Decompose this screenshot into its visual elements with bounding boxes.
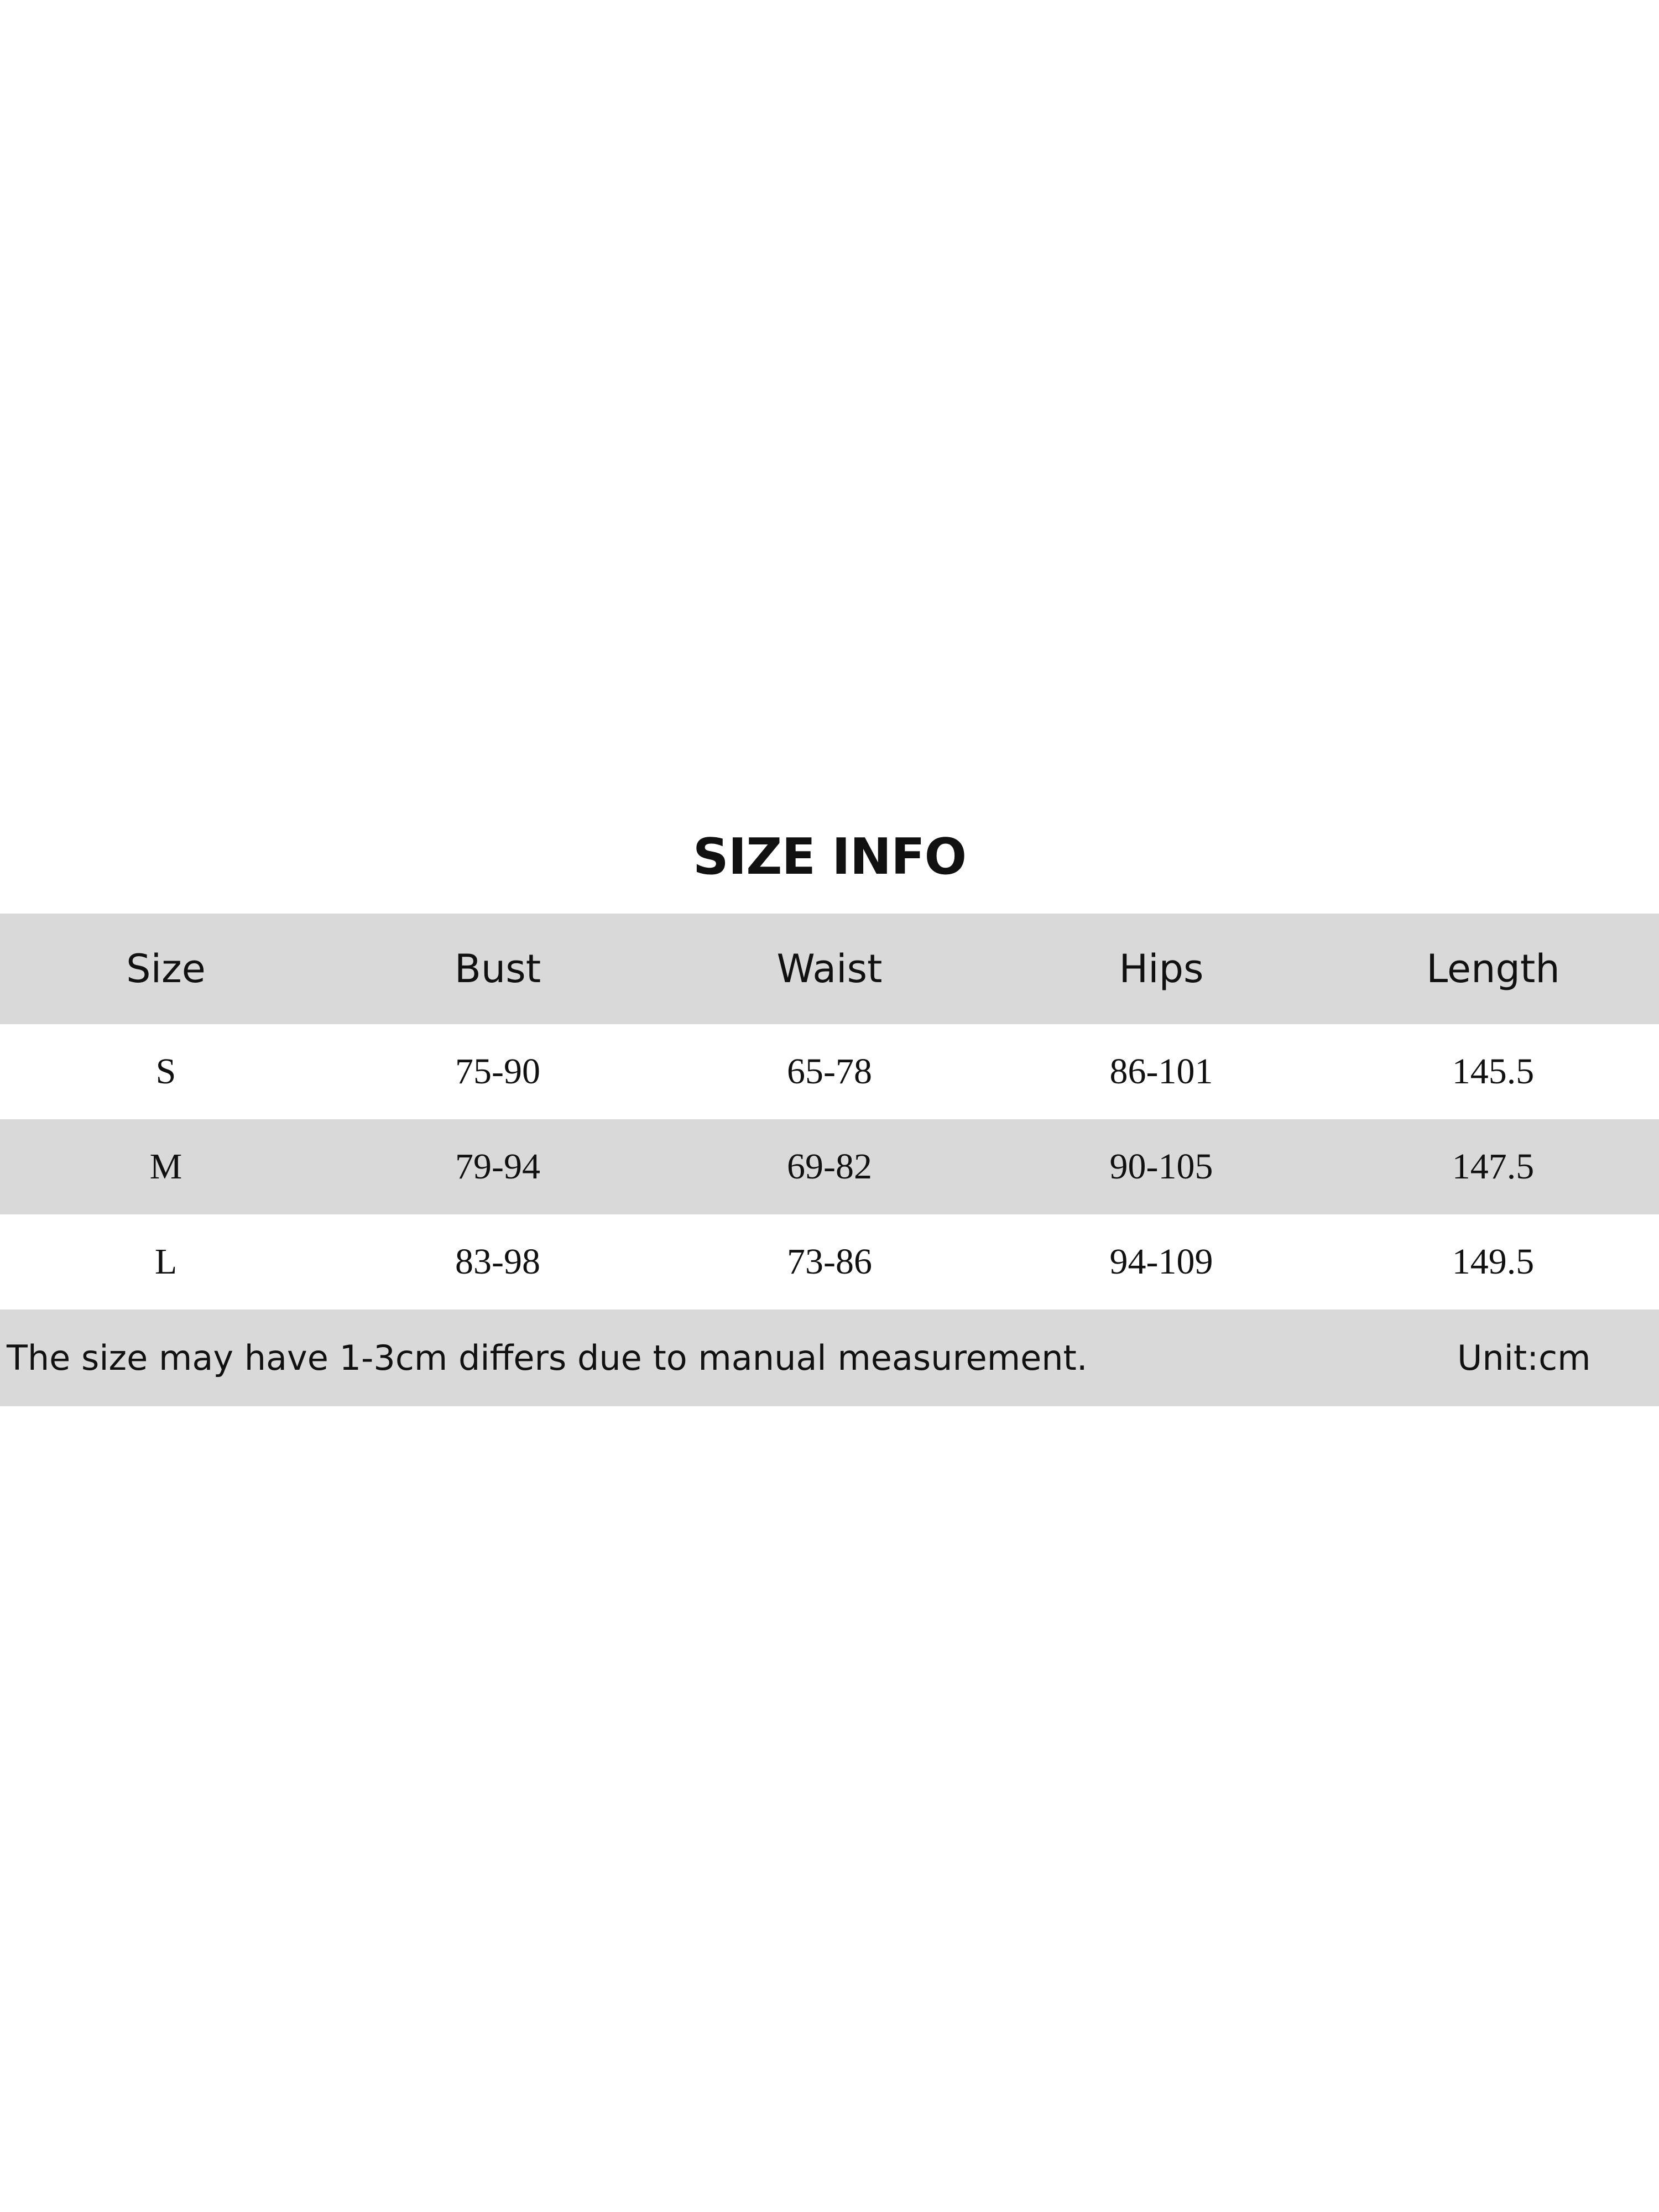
cell-size: M: [149, 1146, 182, 1187]
cell-length: 147.5: [1452, 1146, 1535, 1187]
table-footer-row: [0, 1310, 1659, 1406]
cell-size: L: [154, 1241, 178, 1282]
cell-hips: 94-109: [1109, 1241, 1213, 1282]
size-info-title: SIZE INFO: [692, 828, 967, 886]
cell-length: 145.5: [1452, 1051, 1535, 1092]
cell-waist: 65-78: [787, 1051, 872, 1092]
header-hips: Hips: [1119, 946, 1204, 992]
table-row: [0, 1024, 1659, 1119]
size-table: [0, 914, 1659, 1406]
cell-waist: 73-86: [787, 1241, 872, 1282]
cell-length: 149.5: [1452, 1241, 1535, 1282]
table-row: [0, 1214, 1659, 1310]
cell-bust: 79-94: [455, 1146, 540, 1187]
header-waist: Waist: [776, 946, 883, 992]
cell-hips: 86-101: [1109, 1051, 1213, 1092]
header-length: Length: [1426, 946, 1560, 992]
header-size: Size: [126, 946, 206, 992]
cell-hips: 90-105: [1109, 1146, 1213, 1187]
header-bust: Bust: [454, 946, 541, 992]
cell-size: S: [155, 1051, 176, 1092]
unit-label: Unit:cm: [1457, 1338, 1591, 1378]
table-row: [0, 1119, 1659, 1214]
cell-bust: 75-90: [455, 1051, 540, 1092]
cell-bust: 83-98: [455, 1241, 540, 1282]
table-header-row: [0, 914, 1659, 1024]
cell-waist: 69-82: [787, 1146, 872, 1187]
measurement-note: The size may have 1-3cm differs due to manual measurement.: [7, 1338, 1088, 1378]
